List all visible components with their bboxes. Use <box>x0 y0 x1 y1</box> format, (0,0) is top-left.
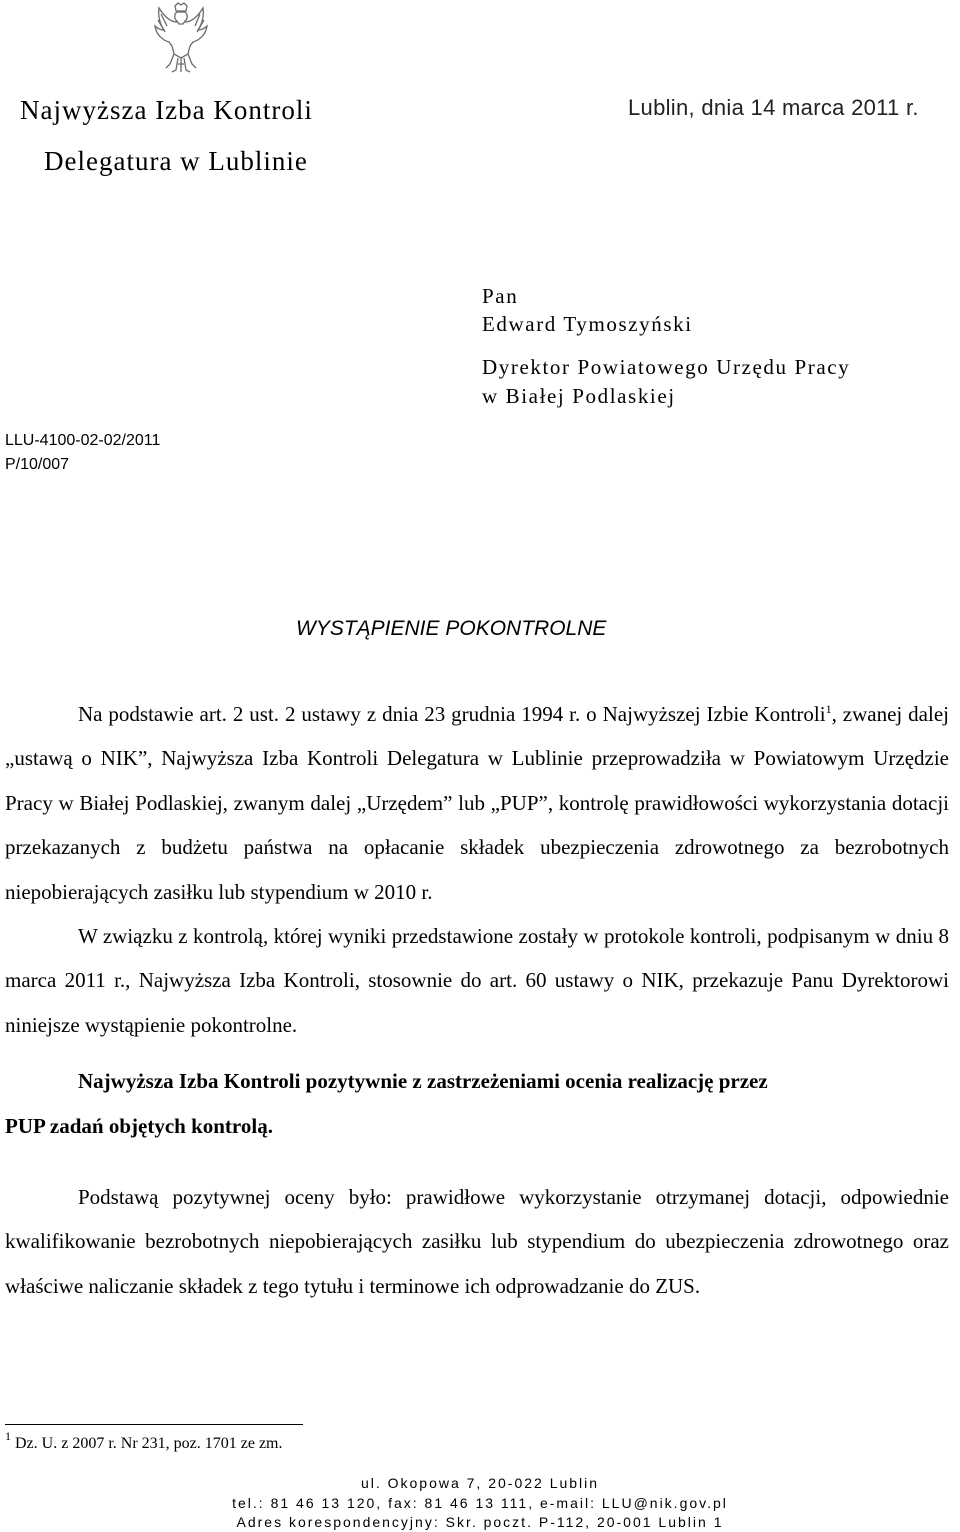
eagle-emblem-icon <box>152 2 210 74</box>
footnote-reference: 1 <box>825 702 832 716</box>
footnote-number: 1 <box>5 1429 11 1443</box>
paragraph-legal-basis <box>5 692 949 914</box>
organization-name: Najwyższa Izba Kontroli <box>20 95 313 125</box>
footnote <box>5 1429 283 1453</box>
place-date: Lublin, dnia 14 marca 2011 r. <box>628 95 919 120</box>
control-number: P/10/007 <box>5 456 70 473</box>
paragraph-assessment-basis: Podstawą pozytywnej oceny było: prawidłowe wykorzystanie otrzymanej dotacji, odpowiednie kwalifikowanie bezrobotnych niepobierających zasiłku lub stypendium do ubezpieczenia zdrowotnego oraz właściwe naliczanie składek z tego tytułu i terminowe ich odprowadzanie do ZUS. <box>5 1185 949 1298</box>
recipient-position: Dyrektor Powiatowego Urzędu Pracy <box>482 355 851 379</box>
document-title: WYSTĄPIENIE POKONTROLNE <box>296 617 607 640</box>
recipient-location: w Białej Podlaskiej <box>482 384 676 408</box>
footer-correspondence: Adres korespondencyjny: Skr. poczt. P-112, 20-001 Lublin 1 <box>236 1514 724 1530</box>
footnote-divider <box>5 1424 303 1425</box>
recipient-salutation: Pan <box>482 284 519 308</box>
recipient-name: Edward Tymoszyński <box>482 312 693 336</box>
footer-contact: tel.: 81 46 13 120, fax: 81 46 13 111, e-mail: LLU@nik.gov.pl <box>232 1495 728 1511</box>
paragraph1-text-b: , zwanej dalej „ustawą o NIK”, Najwyższa Izba Kontroli Delegatura w Lublinie przeprowadziła w Powiatowym Urzędzie Pracy w Białej Podlaskiej, zwanym dalej „Urzędem” lub „PUP”, kontrolę prawidłowości wykorzystania dotacji przekazanych z budżetu państwa na opłacanie składek ubezpieczenia zdrowotnego za bezrobotnych niepobierających zasiłku lub stypendium w 2010 r. <box>5 702 949 904</box>
footnote-text: Dz. U. z 2007 r. Nr 231, poz. 1701 ze zm. <box>11 1435 283 1452</box>
letter-body <box>5 692 949 1308</box>
assessment-line-2: PUP zadań objętych kontrolą. <box>5 1113 273 1138</box>
delegation-name: Delegatura w Lublinie <box>44 146 308 176</box>
footer-address: ul. Okopowa 7, 20-022 Lublin <box>360 1475 600 1491</box>
assessment-line-1: Najwyższa Izba Kontroli pozytywnie z zastrzeżeniami ocenia realizację przez <box>78 1069 768 1094</box>
case-number: LLU-4100-02-02/2011 <box>5 432 161 449</box>
paragraph1-text-a: Na podstawie art. 2 ust. 2 ustawy z dnia 23 grudnia 1994 r. o Najwyższej Izbie Kontroli <box>78 702 826 726</box>
paragraph-control-results: W związku z kontrolą, której wyniki przedstawione zostały w protokole kontroli, podpisanym w dniu 8 marca 2011 r., Najwyższa Izba Kontroli, stosownie do art. 60 ustawy o NIK, przekazuje Panu Dyrektorowi niniejsze wystąpienie pokontrolne. <box>5 924 949 1037</box>
